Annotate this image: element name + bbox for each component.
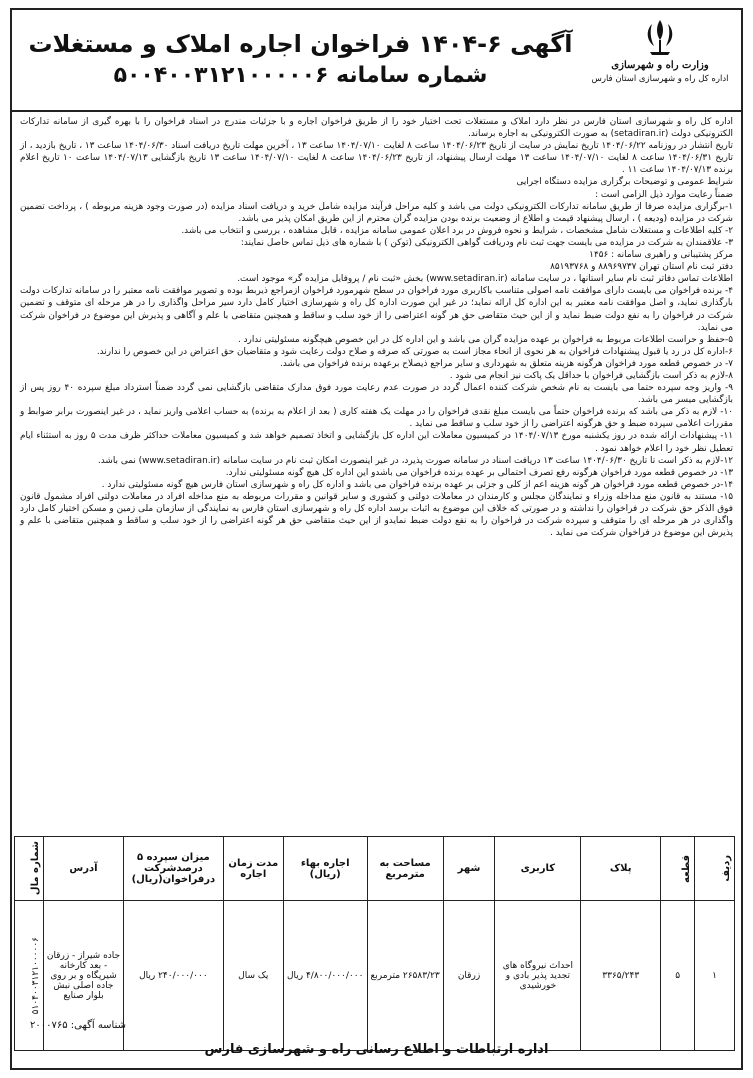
header-asset-no: شماره مال	[15, 837, 44, 901]
header-usage: کاربری	[495, 837, 581, 901]
header-piece: قطعه	[661, 837, 695, 901]
announcement-page	[10, 8, 743, 1070]
property-table	[14, 836, 735, 1051]
cell-deposit: ۲۴۰/۰۰۰/۰۰۰ ریال	[123, 901, 223, 1051]
paragraph: ۷- در خصوص قطعه مورد فراخوان هرگونه هزینه متعلق به شهرداری و سایر مراجع ذیصلاح برعهده برنده فراخوان می باشد.	[280, 358, 733, 369]
paragraph: ۱۰- لازم به ذکر می باشد که برنده فراخوان حتماً می بایست مبلغ نقدی فراخوان را در مهلت یک هفته کاری ( بعد از اعلام به برنده) به حساب اعلامی واریز نماید ، در غیر اینصورت برابر ضوابط و مقررات اعلامی سپرده ضبط و حق هرگونه اعتراضی را از خود سلب و ساقط می نماید .	[20, 407, 733, 430]
paragraph: ۱۱- پیشنهادات ارائه شده در روز یکشنبه مورخ ۱۴۰۴/۰۷/۱۳ در کمیسیون معاملات این اداره کل بازگشایی و اتخاذ تصمیم خواهد شد و کمیسیون معاملات حداکثر ظرف مدت ۵ روز به استثناء ایام تعطیل نظر خود را اعلام خواهد نمود .	[20, 431, 733, 454]
ministry-logo	[585, 16, 735, 106]
iran-emblem-icon	[640, 16, 680, 58]
cell-rent: ۴/۸۰۰/۰۰۰/۰۰۰ ریال	[283, 901, 367, 1051]
paragraph: ضمناً رعایت موارد ذیل الزامی است :	[595, 189, 733, 200]
header-deposit: میزان سپرده ۵ درصدشرکت درفراخوان(ریال)	[123, 837, 223, 901]
header	[12, 10, 741, 112]
cell-piece: ۵	[661, 901, 695, 1051]
office-name: اداره کل راه و شهرسازی استان فارس	[591, 74, 729, 84]
header-duration: مدت زمان اجاره	[223, 837, 283, 901]
header-area: مساحت به مترمربع	[367, 837, 443, 901]
cell-city: زرقان	[443, 901, 495, 1051]
cell-asset-no: ۵۱۰۴۰۰۳۱۲۱۰۰۰۰۰۶	[15, 901, 44, 1051]
header-city: شهر	[443, 837, 495, 901]
paragraph: شرایط عمومی و توضیحات برگزاری مزایده دستگاه اجرایی	[516, 177, 733, 188]
table-header-row	[15, 837, 735, 901]
ministry-name: وزارت راه و شهرسازی	[611, 60, 709, 71]
paragraph: مرکز پشتیبانی و راهبری سامانه : ۱۴۵۶	[589, 250, 733, 261]
system-number: شماره سامانه ۵۰۰۴۰۰۳۱۲۱۰۰۰۰۰۶	[113, 63, 488, 88]
ad-id: شناسه آگهی: ۲۰۰۰۷۶۵	[30, 1020, 127, 1031]
cell-usage: احداث نیروگاه های تجدید پذیر بادی و خورشیدی	[495, 901, 581, 1051]
paragraph: ۱۲-لازم به ذکر است تا تاریخ ۱۴۰۴/۰۶/۳۰ ساعت ۱۳ دریافت اسناد در سامانه صورت پذیرد، در غیر اینصورت امکان ثبت نام در سایت سامانه (www.setadiran.ir) نمی باشد.	[97, 455, 733, 466]
header-address: آدرس	[44, 837, 124, 901]
paragraph: دفتر ثبت نام استان تهران ۸۸۹۶۹۷۳۷ و ۸۵۱۹۳۷۶۸	[550, 262, 733, 273]
page-title: آگهی ۶-۱۴۰۴ فراخوان اجاره املاک و مستغلات	[28, 30, 573, 58]
paragraph: اطلاعات تماس دفاتر ثبت نام سایر استانها ، در سایت سامانه (www.setadiran.ir) بخش «ثبت نام / پروفایل مزایده گر» موجود است.	[237, 274, 733, 285]
paragraph: ۱۳- در خصوص قطعه مورد فراخوان هرگونه رفع تصرف احتمالی بر عهده برنده فراخوان می باشدو این اداره کل هیچ گونه مسئولیتی ندارد.	[225, 467, 733, 478]
paragraph: ۱-برگزاری مزایده صرفا از طریق سامانه تدارکات الکترونیکی دولت می باشد و کلیه مراحل فرآیند مزایده شامل خرید و دریافت اسناد مزایده (در صورت وجود هزینه مربوطه ) ، پرداخت تضمین شرکت در مزایده (ودیعه ) ، ارسال پیشنهاد قیمت و اطلاع از وضعیت برنده بودن مزایده گران محترم از این طریق امکان پذیر می باشد.	[20, 201, 733, 224]
cell-address: جاده شیراز - زرقان - بعد کارخانه شیرپگاه و بر روی جاده اصلی نبش بلوار صنایع	[44, 901, 124, 1051]
header-plaque: پلاک	[581, 837, 661, 901]
cell-row-no: ۱	[695, 901, 735, 1051]
header-row-no: ردیف	[695, 837, 735, 901]
announcement-body	[20, 116, 733, 539]
paragraph: تاریخ انتشار در روزنامه ۱۴۰۴/۰۶/۲۲ تاریخ نمایش در سایت از تاریخ ۱۴۰۴/۰۶/۲۳ ساعت ۸ لغایت ۱۴۰۴/۰۷/۱۰ ساعت ۱۳ ، آخرین مهلت تاریخ دریافت اسناد ۱۴۰۴/۰۶/۳۰ ساعت ۱۳ ، تاریخ بازدید ، از تاریخ ۱۴۰۴/۰۶/۳۱ ساعت ۸ لغایت ۱۴۰۴/۰۷/۱۰ ساعت ۱۳ مهلت ارسال پیشنهاد، از تاریخ ۱۴۰۴/۰۶/۲۳ ساعت ۸ لغایت ۱۴۰۴/۰۷/۱۰ ساعت ۱۳ تاریخ بازگشایی ۱۴۰۴/۰۷/۱۳ ساعت ۱۰ تاریخ اعلام برنده ۱۴۰۴/۰۷/۱۳ ساعت ۱۱ .	[20, 141, 734, 176]
paragraph: ۹- واریز وجه سپرده حتما می بایست به نام شخص شرکت کننده اعمال گردد در صورت عدم رعایت مورد فوق مدارک متقاضی بازگشایی نمی گردد ضمناً استرداد مبلغ سپرده ۴۰ روز پس از بازگشایی میسر می باشد.	[20, 383, 733, 406]
footer-organization: اداره ارتباطات و اطلاع رسانی راه و شهرسازی فارس	[204, 1042, 549, 1057]
paragraph: ۳- علاقمندان به شرکت در مزایده می بایست جهت ثبت نام ودریافت گواهی الکترونیکی (توکن ) با شماره های ذیل تماس حاصل نمایند:	[240, 237, 733, 248]
cell-area: ۲۶۵۸۳/۲۳ مترمربع	[367, 901, 443, 1051]
paragraph: ۵-حفظ و حراست اطلاعات مربوط به فراخوان بر عهده مزایده گران می باشد و این اداره کل در این خصوص هیچگونه مسئولیتی ندارد .	[237, 334, 733, 345]
paragraph: ۶-اداره کل در رد یا قبول پیشنهادات فراخوان به هر نحوی از انحاء مجاز است به صورتی که صرفه و صلاح دولت رعایت شود و متقاضیان حق اعتراض در این خصوص را ندارند.	[96, 346, 733, 357]
paragraph: ۸-لازم به ذکر است بازگشایی فراخوان با حداقل یک پاکت نیز انجام می شود .	[449, 370, 733, 381]
paragraph: اداره کل راه و شهرسازی استان فارس در نظر دارد املاک و مستغلات تحت اختیار خود را از طریق فراخوان اجاره و با جزئیات مندرج در اسناد فراخوان را با بهره گیری از سامانه تدارکات الکترونیکی دولت (setadiran.ir) به صورت الکترونیکی به اجاره برساند.	[20, 117, 733, 140]
cell-duration: یک سال	[223, 901, 283, 1051]
paragraph: ۱۴-در خصوص قطعه مورد فراخوان هر گونه هزینه اعم از کلی و جزئی بر عهده برنده فراخوان می باشد و اداره کل راه و شهرسازی استان فارس هیچ گونه مسئولیتی ندارد .	[101, 479, 733, 490]
paragraph: ۲- کلیه اطلاعات و مستغلات شامل مشخصات ، شرایط و نحوه فروش در برد اعلان عمومی سامانه مزایده ، قابل مشاهده ، بررسی و انتخاب می باشد.	[181, 225, 733, 236]
cell-plaque: ۳۳۶۵/۲۴۳	[581, 901, 661, 1051]
header-rent: اجاره بهاء (ریال)	[283, 837, 367, 901]
paragraph: ۴- برنده فراخوان می بایست دارای موافقت نامه اصولی متناسب باکاربری مورد فراخوان در سطح شهرمورد فراخوان ازمراجع ذیربط بوده و تصویر موافقت نامه معتبر را در سامانه تدارکات دولت بارگذاری نماید، و اصل موافقت نامه معتبر به این اداره کل ارائه نماید؛ در غیر این صورت اداره کل راه و شهرسازی اختیار کامل دارد سیر مراحل واگذاری را در هر مرحله ای متوقف و تضمین شرکت در فراخوان را به نفع دولت ضبط نماید و از این حیث متقاضی حق هر گونه اعتراضی را از خود سلب و ساقط و همچنین متقاضی با علم و آگاهی و پذیرش این موضوع در فراخوان شرکت می نماید.	[20, 286, 733, 333]
paragraph: ۱۵- مستند به قانون منع مداخله وزراء و نمایندگان مجلس و کارمندان در معاملات دولتی و کشوری و سایر قوانین و مقررات مربوطه به منع مداخله افراد در معاملات دولتی افراد مشمول قانون فوق الذکر حق شرکت در فراخوان را نداشته و در صورتی که خلاف این موضوع به اثبات برسد اداره کل راه و شهرسازی استان فارس به نمایندگی از سازمان ملی زمین و مسکن اختیار کامل دارد واگذاری در هر مرحله ای را متوقف و سپرده شرکت در فراخوان را به نفع دولت ضبط نمایدو از این حیث متقاضی حق هر گونه اعتراضی را از خود سلب و ساقط و همچنین متقاضی با علم و پذیرش این موضوع در فراخوان شرکت می نماید .	[20, 491, 733, 539]
title-block	[20, 28, 581, 92]
